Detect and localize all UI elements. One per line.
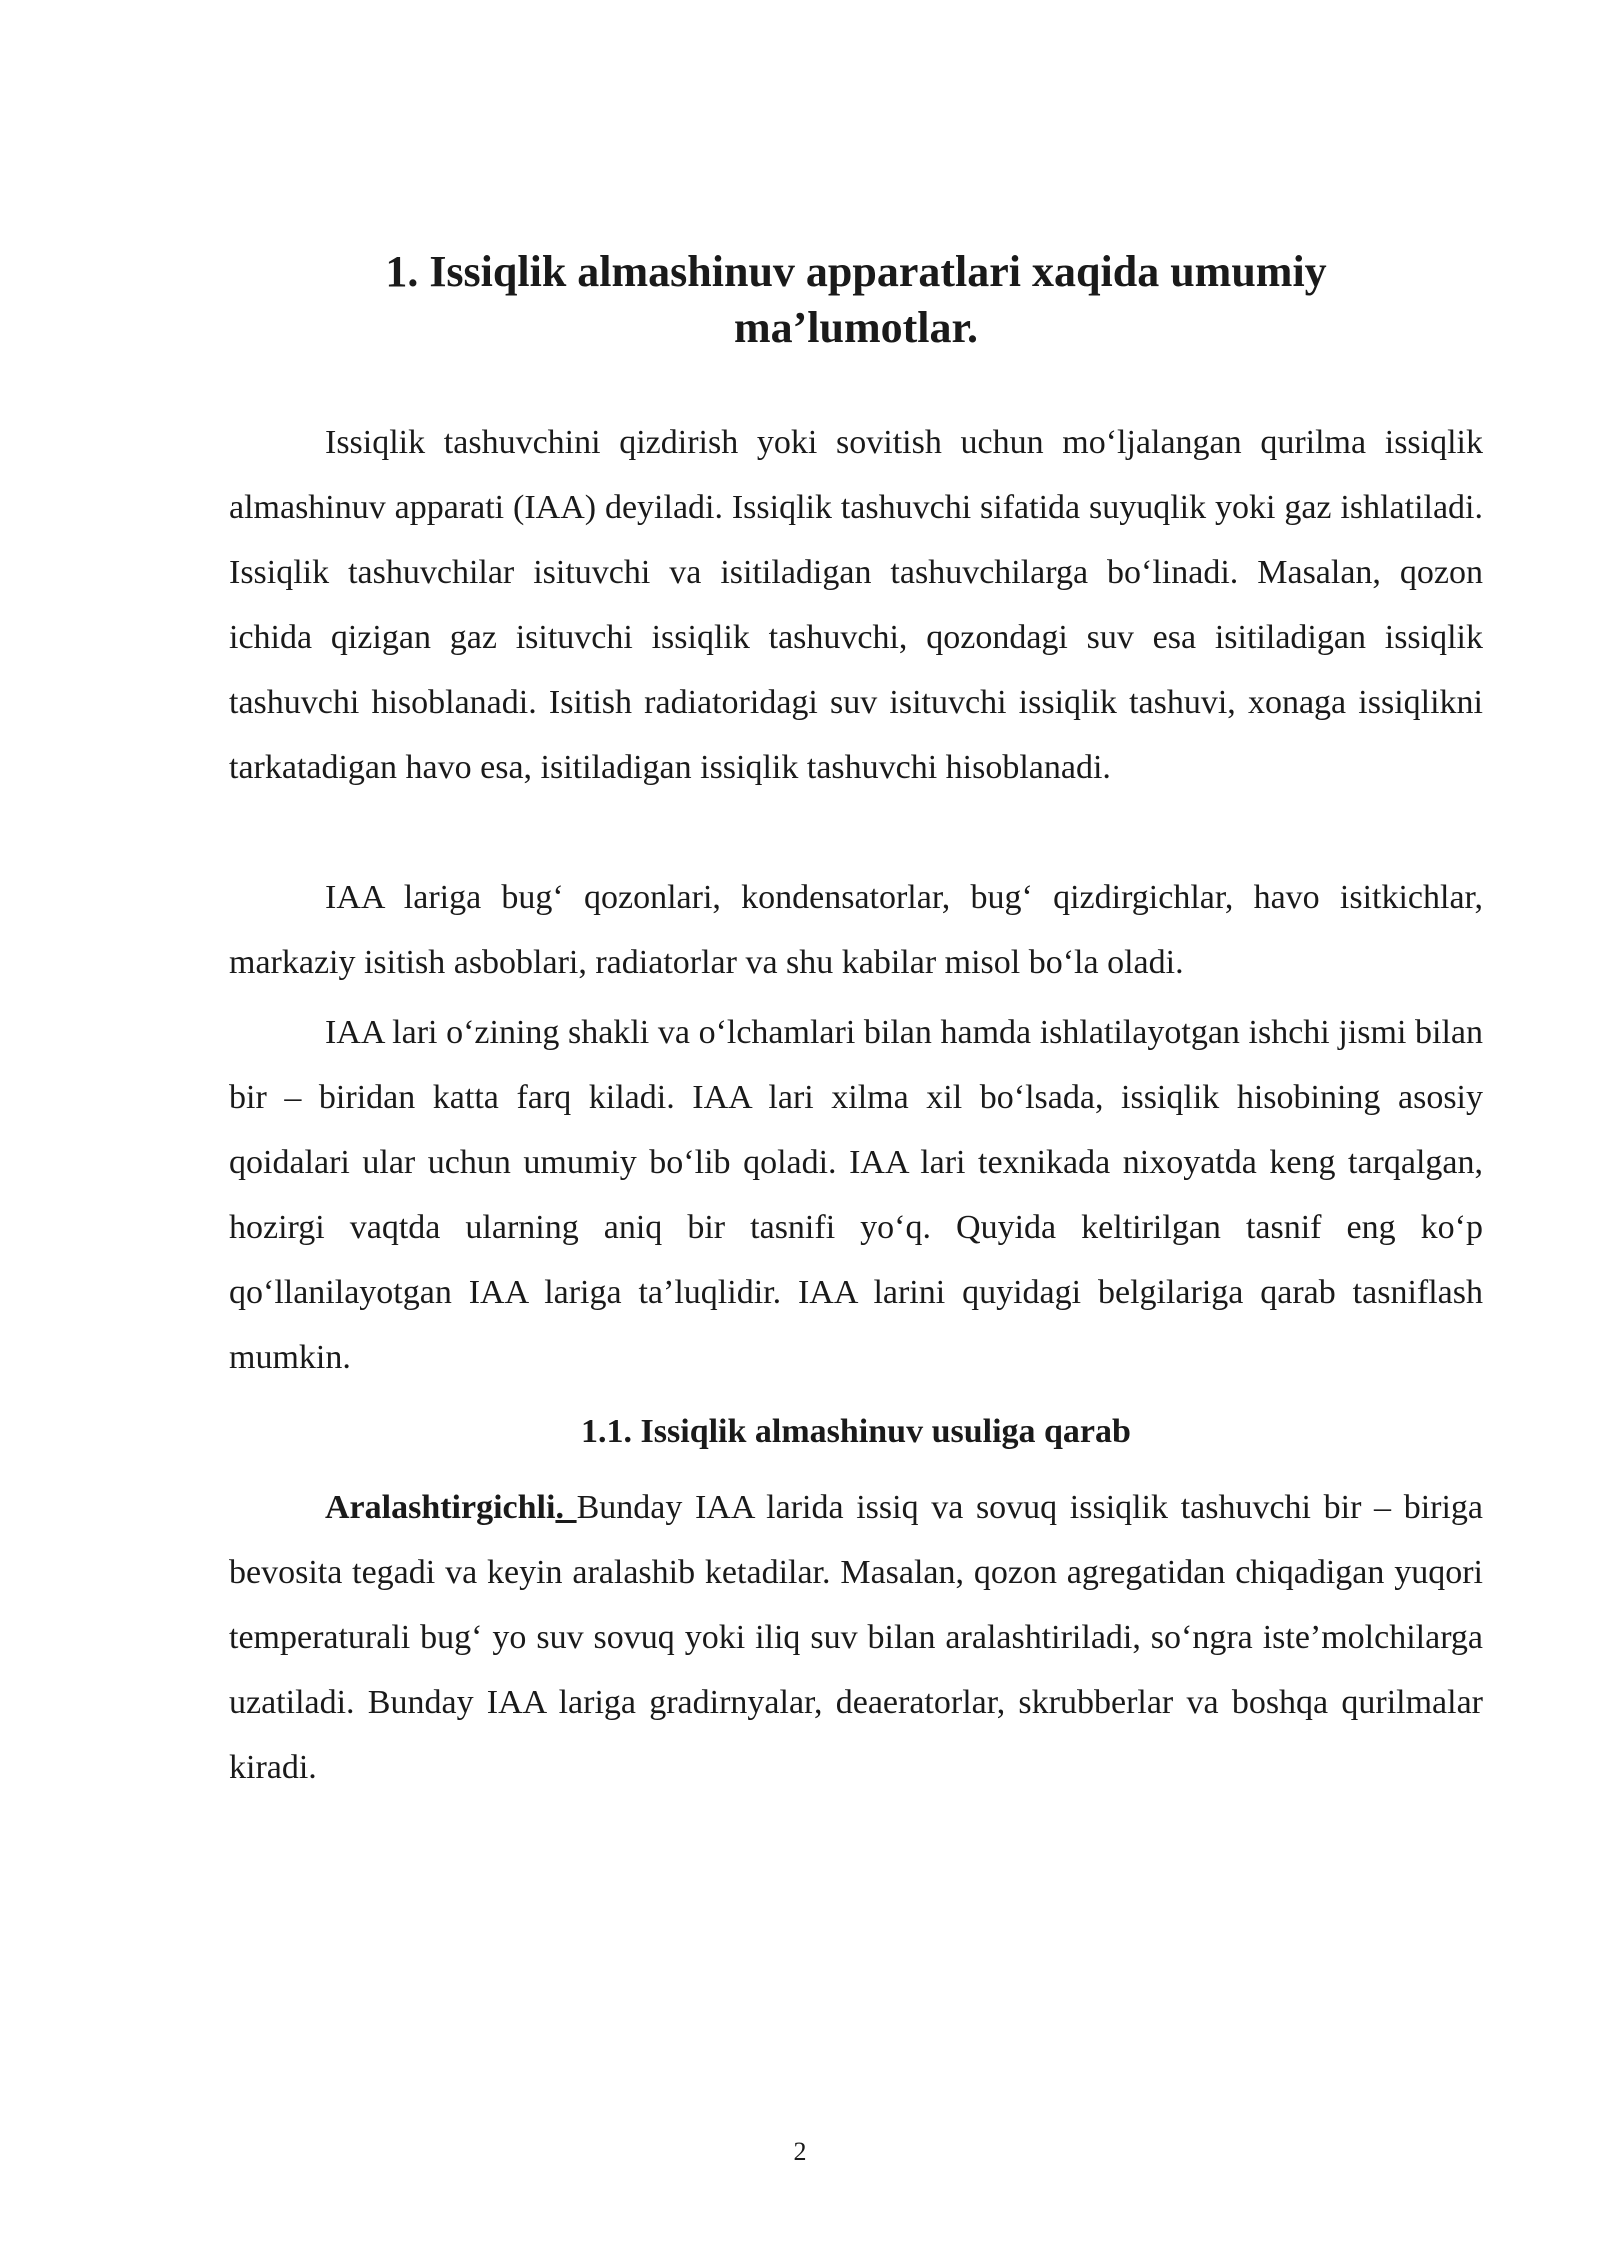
page-title	[229, 244, 1483, 356]
paragraph-examples: IAA lariga bug‘ qozonlari, kondensatorlar, bug‘ qizdirgichlar, havo isitkichlar, markaziy isitish asboblari, radiatorlar va shu kabilar misol bo‘la oladi.	[229, 879, 1483, 981]
title-line-1: 1. Issiqlik almashinuv apparatlari xaqida umumiy	[385, 247, 1327, 296]
title-line-2: ma’lumotlar.	[733, 303, 979, 352]
paragraph-definition: Issiqlik tashuvchini qizdirish yoki sovitish uchun mo‘ljalangan qurilma issiqlik almashinuv apparati (IAA) deyiladi. Issiqlik tashuvchi sifatida suyuqlik yoki gaz ishlatiladi. Issiqlik tashuvchilar isituvchi va isitiladigan tashuvchilarga bo‘linadi. Masalan, qozon ichida qizigan gaz isituvchi issiqlik tashuvchi, qozondagi suv esa isitiladigan issiqlik tashuvchi hisoblanadi. Isitish radiatoridagi suv isituvchi issiqlik tashuvi, xonaga issiqlikni tarkatadigan havo esa, isitiladigan issiqlik tashuvchi hisoblanadi.	[229, 424, 1483, 786]
term-aralashtirgichli: Aralashtirgichli	[325, 1489, 556, 1526]
page-number: 2	[793, 2137, 807, 2166]
paragraph-mixing-text: Bunday IAA larida issiq va sovuq issiqlik tashuvchi bir – biriga bevosita tegadi va keyin aralashib ketadilar. Masalan, qozon agregatidan chiqadigan yuqori temperaturali bug‘ yo suv sovuq yoki iliq suv bilan aralashtiriladi, so‘ngra iste’molchilarga uzatiladi. Bunday IAA lariga gradirnyalar, deaeratorlar, skrubberlar va boshqa qurilmalar kiradi.	[229, 1489, 1483, 1786]
paragraph-classification: IAA lari o‘zining shakli va o‘lchamlari bilan hamda ishlatilayotgan ishchi jismi bilan bir – biridan katta farq kiladi. IAA lari xilma xil bo‘lsada, issiqlik hisobining asosiy qoidalari ular uchun umumiy bo‘lib qoladi. IAA lari texnikada nixoyatda keng tarqalgan, hozirgi vaqtda ularning aniq bir tasnifi yo‘q. Quyida keltirilgan tasnif eng ko‘p qo‘llanilayotgan IAA lariga ta’luqlidir. IAA larini quyidagi belgilariga qarab tasniflash mumkin.	[229, 1014, 1483, 1376]
term-separator: .	[555, 1489, 577, 1526]
section-subheading: 1.1. Issiqlik almashinuv usuliga qarab	[581, 1413, 1131, 1450]
paragraph-mixing	[229, 1475, 1483, 1800]
